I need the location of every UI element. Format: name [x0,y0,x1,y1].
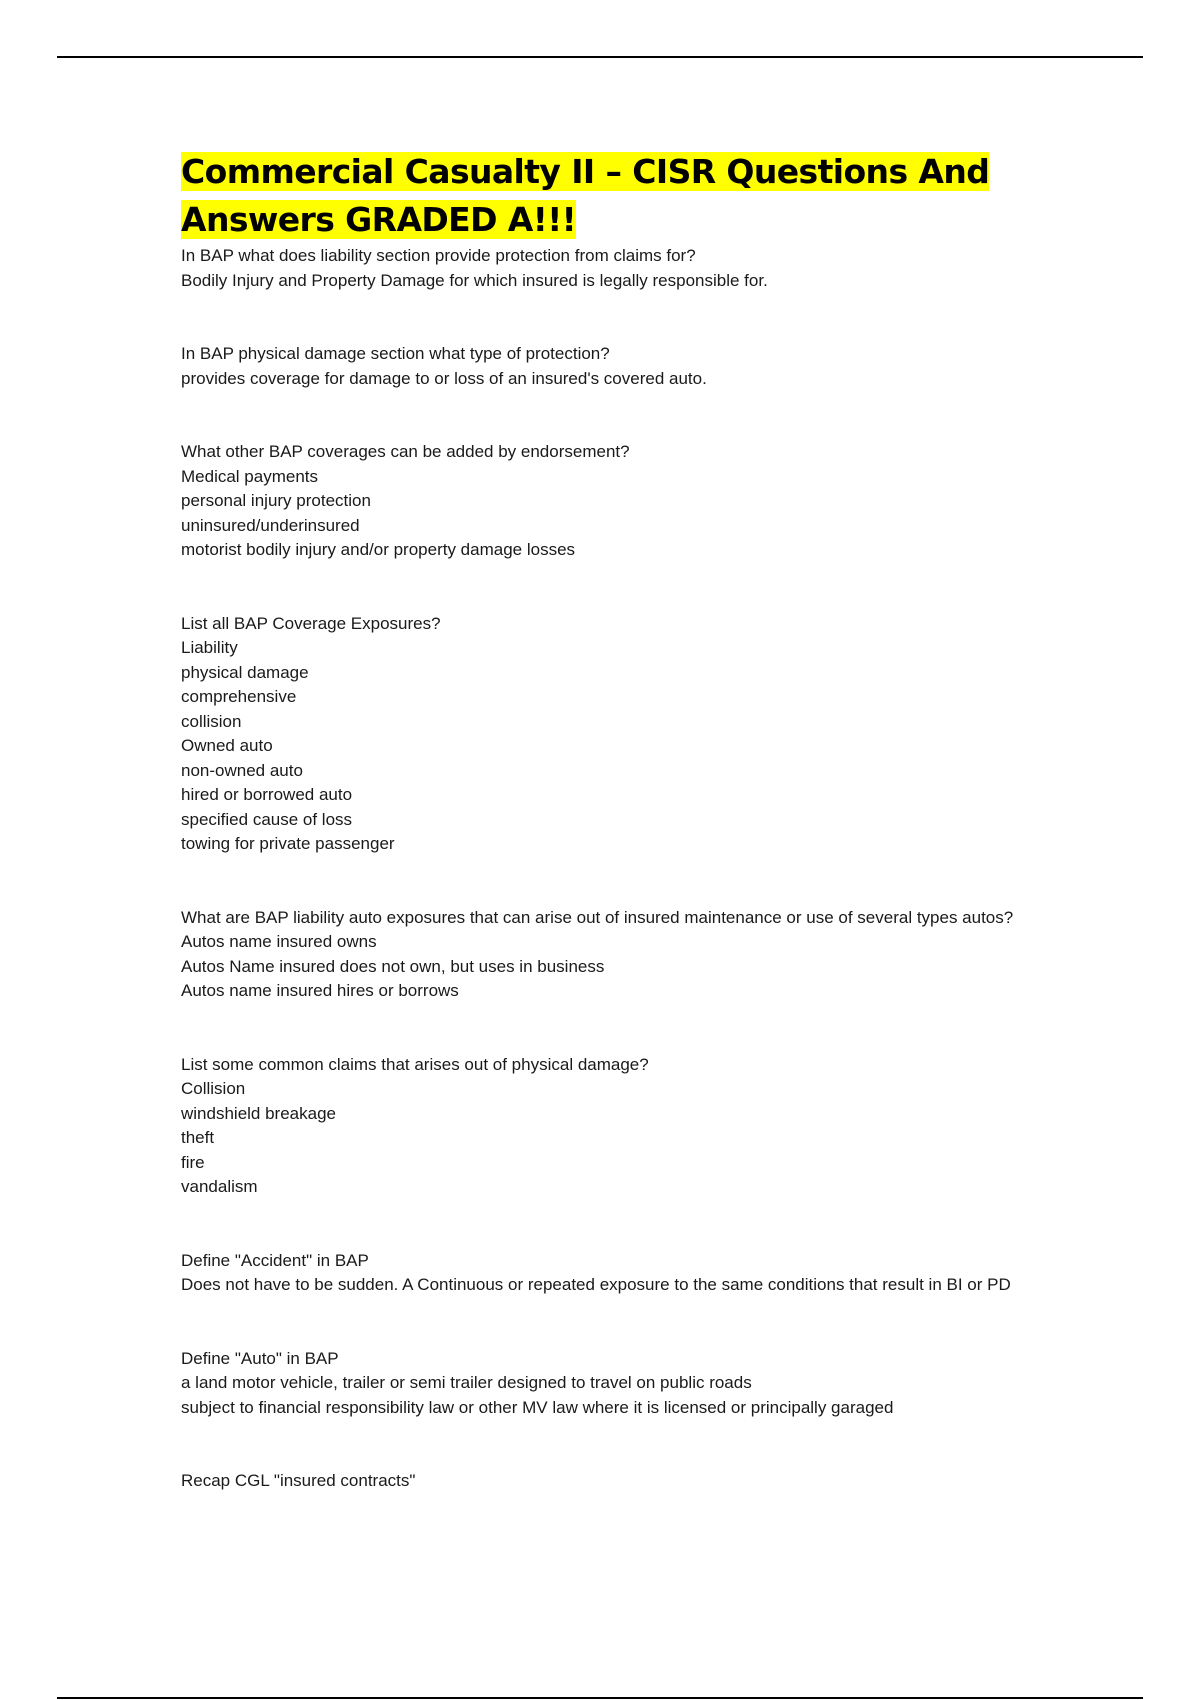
question-text: What are BAP liability auto exposures that can arise out of insured maintenance or use of several types autos? [181,907,1014,927]
answer-text: Medical payments [181,466,319,486]
document-title: Commercial Casualty II – CISR Questions And Answers GRADED A!!! [181,152,990,239]
answer-text: Liability [181,638,238,657]
answer-text: provides coverage for damage to or loss of an insured's covered auto. [181,368,707,388]
qa-item [181,1469,1041,1494]
answer-text: motorist bodily injury and/or property damage losses [181,540,576,559]
question-text: Recap CGL "insured contracts" [181,1471,416,1490]
question-text: In BAP physical damage section what type of protection? [181,344,610,363]
question-text: In BAP what does liability section provide protection from claims for? [181,246,696,265]
answer-text: Does not have to be sudden. A Continuous or repeated exposure to the same conditions that result in BI or PD [181,1275,1011,1294]
answer-text: Autos name insured hires or borrows [181,981,459,1000]
answer-text: theft [181,1128,215,1147]
qa-item [181,440,1041,563]
answer-text: Owned auto [181,736,273,755]
answer-text: towing for private passenger [181,834,395,853]
qa-item [181,342,1041,391]
answer-text: physical damage [181,662,309,682]
qa-list [181,244,1041,1494]
question-text: List all BAP Coverage Exposures? [181,613,441,633]
answer-text: windshield breakage [181,1103,336,1123]
answer-text: uninsured/underinsured [181,515,360,535]
bottom-rule [57,1697,1143,1699]
question-text: What other BAP coverages can be added by endorsement? [181,442,630,461]
question-text: Define "Auto" in BAP [181,1348,339,1368]
question-text: Define "Accident" in BAP [181,1250,369,1270]
qa-item [181,612,1041,857]
answer-text: Collision [181,1079,246,1098]
qa-item [181,1347,1041,1421]
answer-text: Autos name insured owns [181,932,377,951]
answer-text: Bodily Injury and Property Damage for which insured is legally responsible for. [181,270,768,290]
answer-text: subject to financial responsibility law or other MV law where it is licensed or principally garaged [181,1397,894,1417]
answer-text: specified cause of loss [181,809,353,829]
answer-text: non-owned auto [181,760,303,780]
qa-item [181,1053,1041,1200]
answer-text: personal injury protection [181,491,371,510]
qa-item [181,1249,1041,1298]
qa-item [181,244,1041,293]
answer-text: vandalism [181,1177,258,1196]
answer-text: a land motor vehicle, trailer or semi trailer designed to travel on public roads [181,1373,752,1392]
top-rule [57,56,1143,58]
document-body [181,148,1041,1543]
question-text: List some common claims that arises out of physical damage? [181,1054,649,1074]
answer-text: comprehensive [181,687,297,706]
answer-text: Autos Name insured does not own, but uses in business [181,956,605,976]
qa-item [181,906,1041,1004]
answer-text: hired or borrowed auto [181,785,353,804]
answer-text: collision [181,711,242,731]
answer-text: fire [181,1152,205,1172]
